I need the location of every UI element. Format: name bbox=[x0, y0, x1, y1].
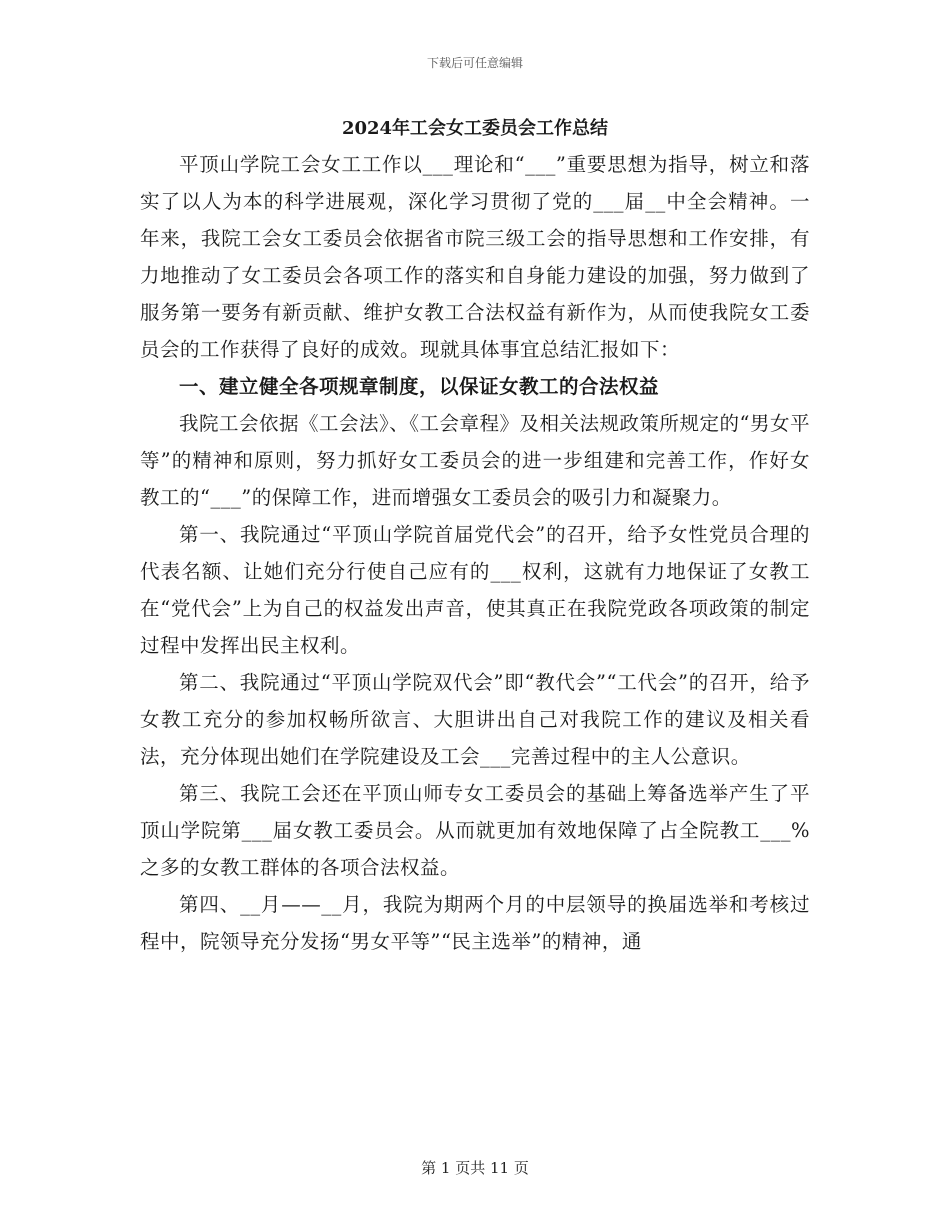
body-paragraph-1: 我院工会依据《工会法》、《工会章程》及相关法规政策所规定的“男女平等”的精神和原则，努力抓好女工委员会的进一步组建和完善工作，作好女教工的“___”的保障工作，进而增强女工委员会的吸引力和凝聚力。 bbox=[140, 412, 810, 509]
document-title: 2024年工会女工委员会工作总结 bbox=[341, 118, 609, 139]
body-paragraph-2: 第一、我院通过“平顶山学院首届党代会”的召开，给予女性党员合理的代表名额、让她们充分行使自己应有的___权利，这就有力地保证了女教工在“党代会”上为自己的权益发出声音，使其真正在我院党政各项政策的制定过程中发挥出民主权利。 bbox=[140, 523, 810, 657]
page-number: 第 1 页共 11 页 bbox=[421, 1159, 529, 1177]
body-paragraph-3: 第二、我院通过“平顶山学院双代会”即“教代会”“工代会”的召开，给予女教工充分的参加权畅所欲言、大胆讲出自己对我院工作的建议及相关看法，充分体现出她们在学院建设及工会___完善过程中的主人公意识。 bbox=[140, 671, 810, 768]
page-header-note: 下载后可任意编辑 bbox=[426, 56, 523, 70]
document-page bbox=[140, 114, 810, 960]
section-heading-1: 一、建立健全各项规章制度，以保证女教工的合法权益 bbox=[179, 375, 660, 398]
body-paragraph-4: 第三、我院工会还在平顶山师专女工委员会的基础上筹备选举产生了平顶山学院第___届女教工委员会。从而就更加有效地保障了占全院教工___%之多的女教工群体的各项合法权益。 bbox=[140, 782, 810, 879]
body-paragraph-5: 第四、__月——__月，我院为期两个月的中层领导的换届选举和考核过程中，院领导充分发扬“男女平等”“民主选举”的精神，通 bbox=[140, 893, 810, 953]
intro-paragraph: 平顶山学院工会女工工作以___理论和“___”重要思想为指导，树立和落实了以人为本的科学进展观，深化学习贯彻了党的___届__中全会精神。一年来，我院工会女工委员会依据省市院三级工会的指导思想和工作安排，有力地推动了女工委员会各项工作的落实和自身能力建设的加强，努力做到了服务第一要务有新贡献、维护女教工合法权益有新作为，从而使我院女工委员会的工作获得了良好的成效。现就具体事宜总结汇报如下： bbox=[140, 153, 810, 361]
